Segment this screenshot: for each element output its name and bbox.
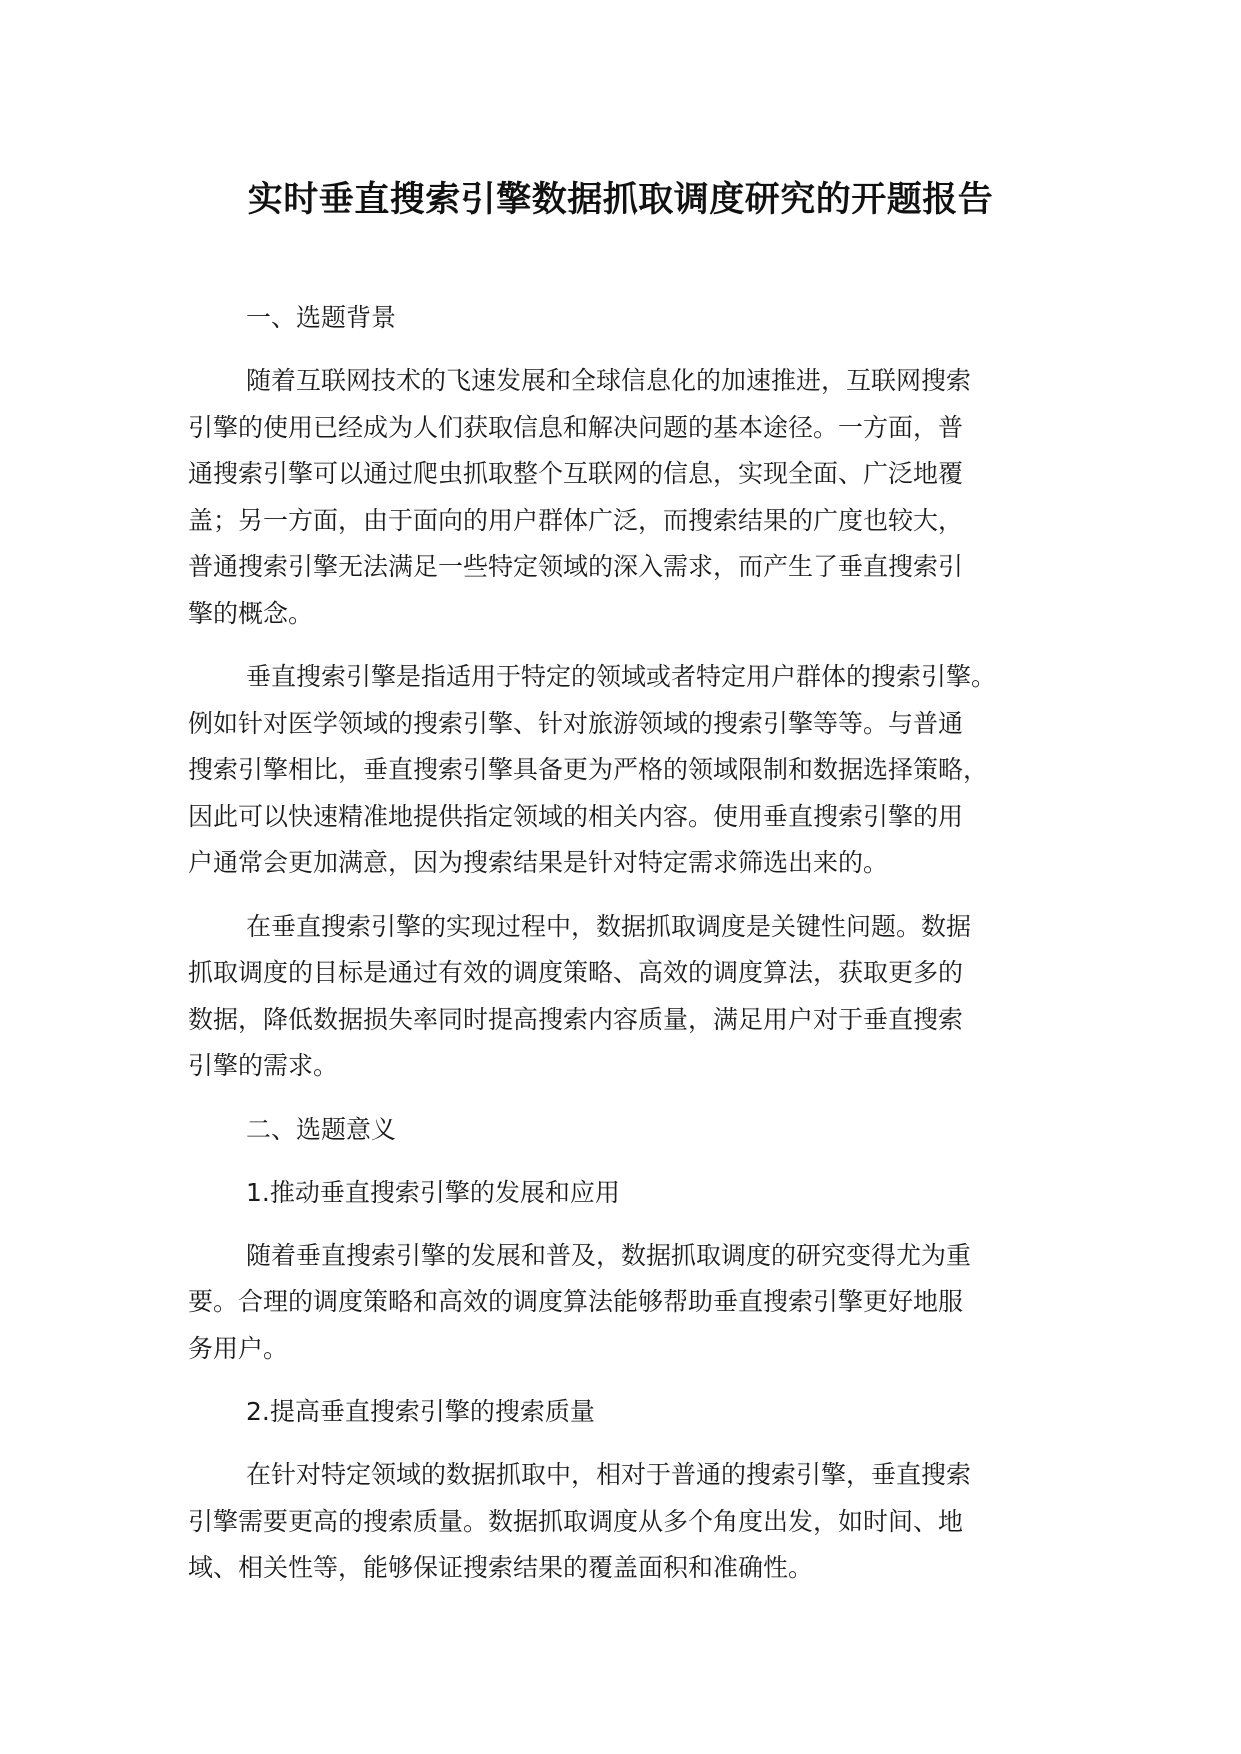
paragraph-promote-development xyxy=(188,1233,1054,1373)
paragraph-background-3 xyxy=(188,904,1054,1090)
text-line: 盖；另一方面，由于面向的用户群体广泛，而搜索结果的广度也较大， xyxy=(188,505,964,535)
text-line: 搜索引擎相比，垂直搜索引擎具备更为严格的领域限制和数据选择策略， xyxy=(188,755,989,784)
document-title: 实时垂直搜索引擎数据抓取调度研究的开题报告 xyxy=(247,180,994,220)
text-line: 数据，降低数据损失率同时提高搜索内容质量，满足用户对于垂直搜索 xyxy=(188,1004,964,1034)
paragraph-background-2 xyxy=(188,654,1054,887)
text-line: 随着垂直搜索引擎的发展和普及，数据抓取调度的研究变得尤为重 xyxy=(246,1240,972,1270)
text-line: 擎的概念。 xyxy=(188,598,314,628)
subheading-promote-development: 1.推动垂直搜索引擎的发展和应用 xyxy=(246,1177,620,1207)
text-line: 在针对特定领域的数据抓取中，相对于普通的搜索引擎，垂直搜索 xyxy=(246,1460,972,1489)
text-line: 因此可以快速精准地提供指定领域的相关内容。使用垂直搜索引擎的用 xyxy=(188,801,964,831)
text-line: 户通常会更加满意，因为搜索结果是针对特定需求筛选出来的。 xyxy=(188,848,889,877)
text-line: 普通搜索引擎无法满足一些特定领域的深入需求，而产生了垂直搜索引 xyxy=(188,552,964,581)
text-line: 务用户。 xyxy=(188,1333,289,1363)
text-line: 引擎的使用已经成为人们获取信息和解决问题的基本途径。一方面，普 xyxy=(188,412,964,442)
subheading-improve-quality: 2.提高垂直搜索引擎的搜索质量 xyxy=(246,1397,595,1426)
paragraph-background-1 xyxy=(188,358,1054,637)
text-line: 例如针对医学领域的搜索引擎、针对旅游领域的搜索引擎等等。与普通 xyxy=(188,708,964,738)
text-line: 随着互联网技术的飞速发展和全球信息化的加速推进，互联网搜索 xyxy=(246,366,972,395)
section-heading-background: 一、选题背景 xyxy=(246,303,397,332)
text-line: 域、相关性等，能够保证搜索结果的覆盖面积和准确性。 xyxy=(188,1553,814,1582)
text-line: 抓取调度的目标是通过有效的调度策略、高效的调度算法，获取更多的 xyxy=(188,958,964,987)
text-line: 通搜索引擎可以通过爬虫抓取整个互联网的信息，实现全面、广泛地覆 xyxy=(188,459,964,488)
text-line: 在垂直搜索引擎的实现过程中，数据抓取调度是关键性问题。数据 xyxy=(246,911,972,941)
text-line: 要。合理的调度策略和高效的调度算法能够帮助垂直搜索引擎更好地服 xyxy=(188,1287,964,1316)
section-heading-significance: 二、选题意义 xyxy=(246,1114,397,1144)
text-line: 引擎需要更高的搜索质量。数据抓取调度从多个角度出发，如时间、地 xyxy=(188,1506,964,1536)
text-line: 引擎的需求。 xyxy=(188,1051,339,1080)
text-line: 垂直搜索引擎是指适用于特定的领域或者特定用户群体的搜索引擎。 xyxy=(246,662,997,691)
document-body xyxy=(188,295,1054,1609)
paragraph-improve-quality xyxy=(188,1452,1054,1592)
